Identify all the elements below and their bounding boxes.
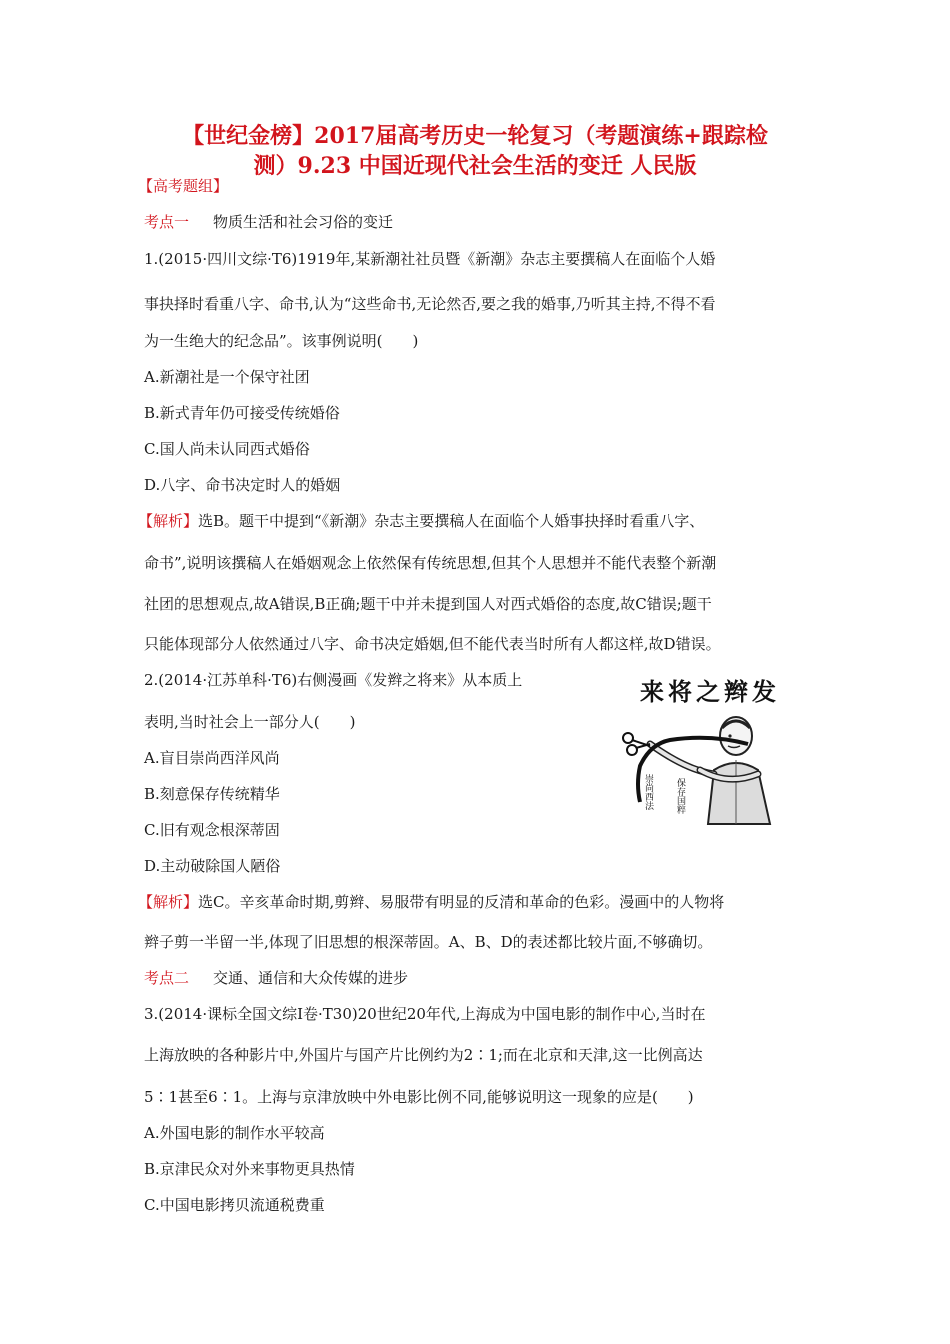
q2-line-2: 表明,当时社会上一部分人( ) [144,713,356,731]
cartoon-label-left: 崇尚西法 [643,774,653,810]
q3-line-3: 5∶1甚至6∶1。上海与京津放映中外电影比例不同,能够说明这一现象的应是( ) [144,1088,694,1106]
scissors-icon [623,733,650,755]
section-title-2: 交通、通信和大众传媒的进步 [213,969,409,987]
q1-line-1: 1.(2015·四川文综·T6)1919年,某新潮社社员暨《新潮》杂志主要撰稿人在面临个人婚 [144,250,716,268]
group-label: 【高考题组】 [138,177,229,195]
q1-analysis-line-1 [138,511,704,531]
q2-analysis-tag: 【解析】 [138,893,199,911]
section-tag-1: 考点一 [144,213,190,231]
cartoon-head [720,717,752,755]
q1-option-b: B.新式青年仍可接受传统婚俗 [144,404,340,422]
q1-option-d: D.八字、命书决定时人的婚姻 [144,476,341,494]
section-title-1: 物质生活和社会习俗的变迁 [213,213,394,231]
q1-option-a: A.新潮社是一个保守社团 [144,368,310,386]
q1-line-3: 为一生绝大的纪念品”。该事例说明( ) [144,332,419,350]
q3-line-1: 3.(2014·课标全国文综Ⅰ卷·T30)20世纪20年代,上海成为中国电影的制作中心,当时在 [144,1005,706,1023]
q3-option-c: C.中国电影拷贝流通税费重 [144,1196,325,1214]
q1-analysis-line-2: 命书”,说明该撰稿人在婚姻观念上依然保有传统思想,但其个人思想并不能代表整个新潮 [144,554,717,572]
q3-option-a: A.外国电影的制作水平较高 [144,1124,325,1142]
q2-option-b: B.刻意保存传统精华 [144,785,280,803]
q1-line-2: 事抉择时看重八字、命书,认为“这些命书,无论然否,要之我的婚事,乃听其主持,不得不看 [144,295,716,313]
q1-analysis-text-1: 选B。题干中提到“《新潮》杂志主要撰稿人在面临个人婚事抉择时看重八字、 [198,512,705,530]
q1-analysis-line-4: 只能体现部分人依然通过八字、命书决定婚姻,但不能代表当时所有人都这样,故D错误。 [144,635,721,653]
q2-analysis-text-1: 选C。辛亥革命时期,剪辫、易服带有明显的反清和革命的色彩。漫画中的人物将 [198,893,725,911]
document-title-line-2: 测）9.23 中国近现代社会生活的变迁 人民版 [253,153,697,179]
section-tag-2: 考点二 [144,969,190,987]
section-heading-2 [144,968,408,988]
cartoon-caption: 来将之辫发 [640,677,780,706]
q1-analysis-line-3: 社团的思想观点,故A错误,B正确;题干中并未提到国人对西式婚俗的态度,故C错误;题干 [144,595,712,613]
q2-analysis-line-1 [138,892,724,912]
q3-line-2: 上海放映的各种影片中,外国片与国产片比例约为2∶1;而在北京和天津,这一比例高达 [144,1046,703,1064]
q3-option-b: B.京津民众对外来事物更具热情 [144,1160,355,1178]
section-heading-1 [144,212,393,232]
q2-option-a: A.盲目崇尚西洋风尚 [144,749,280,767]
q2-line-1: 2.(2014·江苏单科·T6)右侧漫画《发辫之将来》从本质上 [144,671,523,689]
cartoon-label-right: 保存国粹 [675,778,685,814]
q2-option-c: C.旧有观念根深蒂固 [144,821,280,839]
q1-analysis-tag: 【解析】 [138,512,199,530]
document-title-line-1: 【世纪金榜】2017届高考历史一轮复习（考题演练+跟踪检 [182,123,768,149]
q1-option-c: C.国人尚未认同西式婚俗 [144,440,310,458]
q2-analysis-line-2: 辫子剪一半留一半,体现了旧思想的根深蒂固。A、B、D的表述都比较片面,不够确切。 [144,933,713,951]
cartoon-eye [728,734,731,737]
queue-cartoon-illustration [610,674,810,828]
q2-option-d: D.主动破除国人陋俗 [144,857,281,875]
